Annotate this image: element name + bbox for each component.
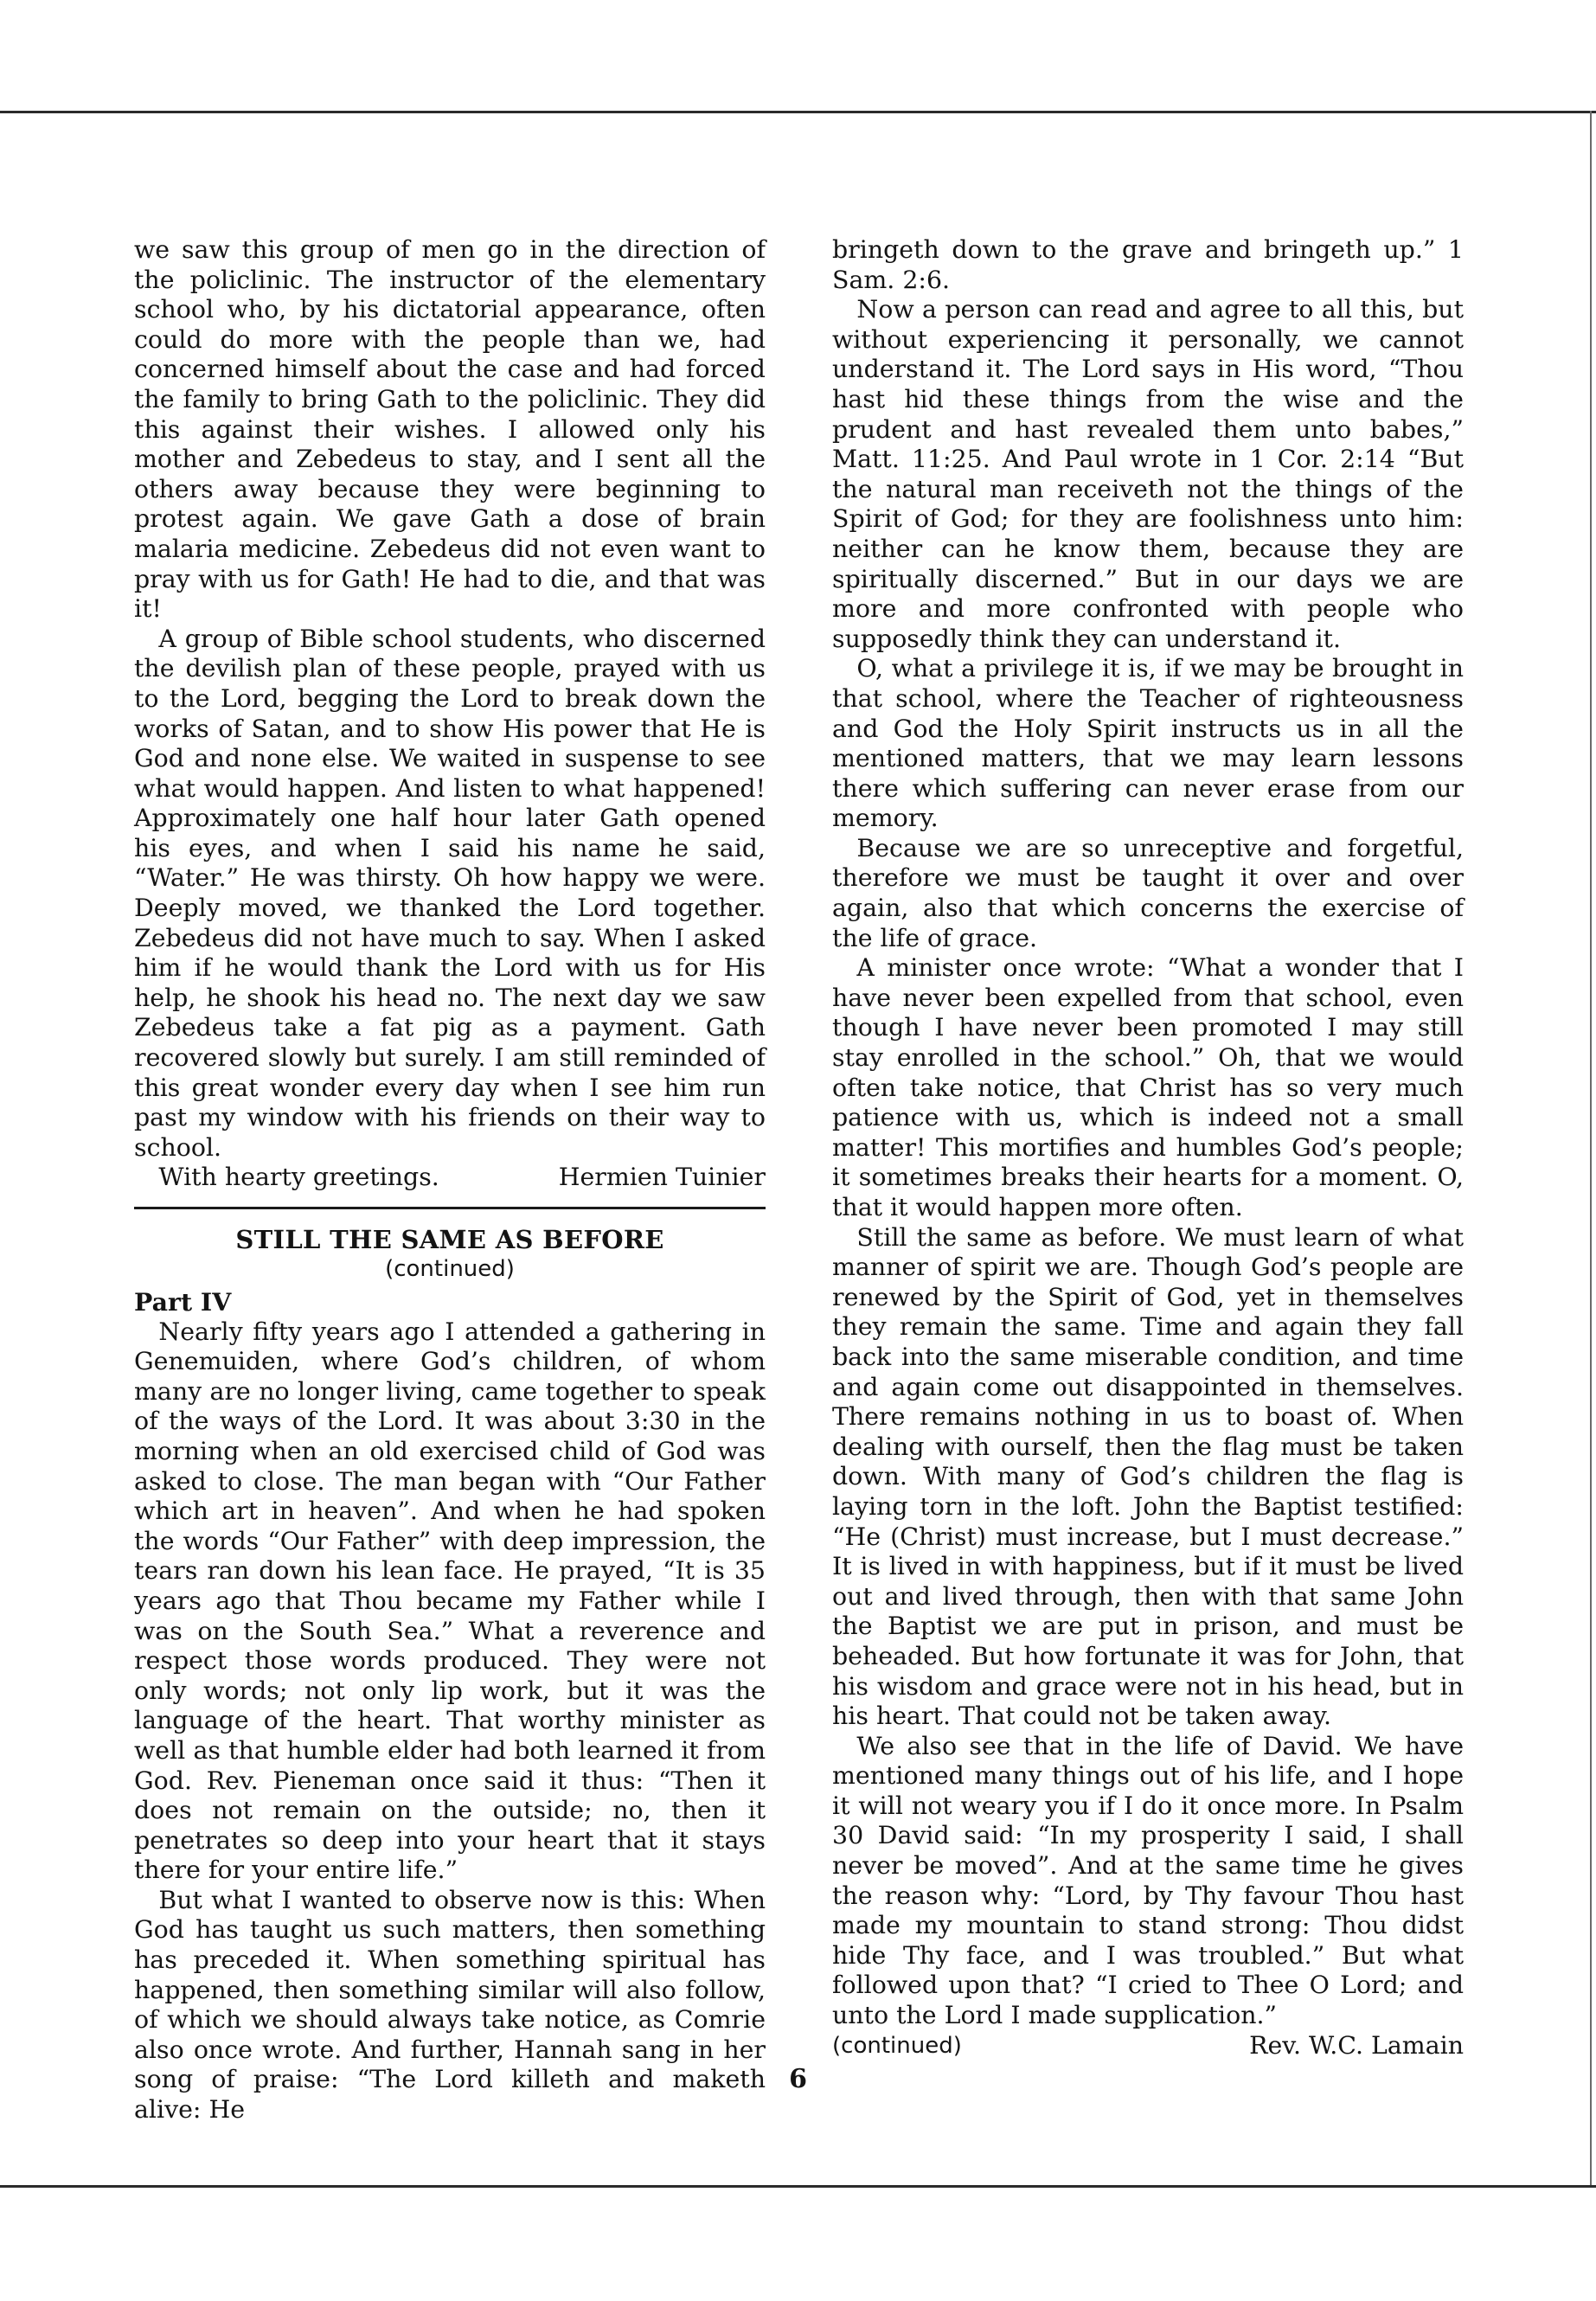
scan-edge-bottom — [0, 2185, 1596, 2188]
page-number: 6 — [789, 2064, 807, 2094]
right-column — [832, 235, 1464, 2061]
paragraph: we saw this group of men go in the direction of the policlinic. The instructor of the elementary school who, by his dictatorial appearance, often could do more with the people than we, had concerned himself about the case and had forced the family to bring Gath to the policlinic. They did this against their wishes. I allowed only his mother and Zebedeus to stay, and I sent all the others away because they were beginning to protest again. We gave Gath a dose of brain malaria medicine. Zebedeus did not even want to pray with us for Gath! He had to die, and that was it! — [134, 235, 766, 624]
author-name: Rev. W.C. Lamain — [1249, 2030, 1464, 2060]
paragraph: Still the same as before. We must learn of what manner of spirit we are. Though God’s people are renewed by the Spirit of God, yet in themselves they remain the same. Time and again they fall back into the same miserable condition, and time and again come out disappointed in themselves. There remains nothing in us to boast of. When dealing with ourself, then the flag must be taken down. With many of God’s children the flag is laying torn in the loft. John the Baptist testified: “He (Christ) must increase, but I must decrease.” It is lived in with happiness, but if it must be lived out and lived through, then with that same John the Baptist we are put in prison, and must be beheaded. But how fortunate it was for John, that his wisdom and grace were not in his head, but in his heart. That could not be taken away. — [832, 1222, 1464, 1731]
paragraph: But what I wanted to observe now is this: When God has taught us such matters, then something has preceded it. When something spiritual has happened, then something similar will also follow, of which we should always take notice, as Comrie also once wrote. And further, Hannah sang in her song of praise: “The Lord killeth and maketh alive: He — [134, 1885, 766, 2125]
part-label: Part IV — [134, 1287, 232, 1317]
scan-edge-top — [0, 111, 1596, 113]
paragraph: Now a person can read and agree to all this, but without experiencing it personally, we cannot understand it. The Lord says in His word, “Thou hast hid these things from the wise and the prudent and hast revealed them unto babes,” Matt. 11:25. And Paul wrote in 1 Cor. 2:14 “But the natural man receiveth not the things of the Spirit of God; for they are foolishness unto him: neither can he know them, because they are spiritually discerned.” But in our days we are more and more confronted with people who supposedly think they can understand it. — [832, 295, 1464, 653]
paragraph: A minister once wrote: “What a wonder that I have never been expelled from that school, even though I have never been promoted I may still stay enrolled in the school.” Oh, that we would often take notice, that Christ has so very much patience with us, which is indeed not a small matter! This mortifies and humbles God’s people; it sometimes breaks their hearts for a moment. O, that it would happen more often. — [832, 953, 1464, 1221]
article-signature — [832, 2031, 1464, 2061]
paragraph: Nearly fifty years ago I attended a gathering in Genemuiden, where God’s children, of whom many are no longer living, came together to speak of the ways of the Lord. It was about 3:30 in the morning when an old exercised child of God was asked to close. The man began with “Our Father which art in heaven”. And when he had spoken the words “Our Father” with deep impression, the tears ran down his lean face. He prayed, “It is 35 years ago that Thou became my Father while I was on the South Sea.” What a reverence and respect those words produced. They were not only words; not only lip work, but it was the language of the heart. That worthy minister as well as that humble elder had both learned it from God. Rev. Pieneman once said it thus: “Then it does not remain on the outside; no, then it penetrates so deep into your heart that it stays there for your entire life.” — [134, 1317, 766, 1885]
section-divider — [134, 1207, 766, 1209]
left-column — [134, 235, 766, 2125]
scan-edge-right — [1590, 111, 1592, 2187]
paragraph: A group of Bible school students, who discerned the devilish plan of these people, prayed with us to the Lord, begging the Lord to break down the works of Satan, and to show His power that He is God and none else. We waited in suspense to see what would happen. And listen to what happened! Approximately one half hour later Gath opened his eyes, and when I said his name he said, “Water.” He was thirsty. Oh how happy we were. Deeply moved, we thanked the Lord together. Zebedeus did not have much to say. When I asked him if he would thank the Lord with us for His help, he shook his head no. The next day we saw Zebedeus take a fat pig as a payment. Gath recovered slowly but surely. I am still reminded of this great wonder every day when I see him run past my window with his friends on their way to school. — [134, 624, 766, 1162]
article-subtitle: (continued) — [385, 1256, 515, 1282]
paragraph: bringeth down to the grave and bringeth up.” 1 Sam. 2:6. — [832, 235, 1464, 294]
continued-note: (continued) — [832, 2032, 962, 2059]
paragraph: Because we are so unreceptive and forgetful, therefore we must be taught it over and over again, also that which concerns the exercise of the life of grace. — [832, 833, 1464, 952]
paragraph: We also see that in the life of David. We have mentioned many things out of his life, and I hope it will not weary you if I do it once more. In Psalm 30 David said: “In my prosperity I said, I shall never be moved”. And at the same time he gives the reason why: “Lord, by Thy favour Thou hast made my mountain to stand strong: Thou didst hide Thy face, and I was troubled.” But what followed upon that? “I cried to Thee O Lord; and unto the Lord I made supplication.” — [832, 1731, 1464, 2030]
author-name: Hermien Tuinier — [558, 1163, 766, 1192]
article-title: STILL THE SAME AS BEFORE — [235, 1225, 664, 1254]
paragraph: O, what a privilege it is, if we may be brought in that school, where the Teacher of righteousness and God the Holy Spirit instructs us in all the mentioned matters, that we may learn lessons there which suffering can never erase from our memory. — [832, 654, 1464, 833]
greeting: With hearty greetings. — [158, 1163, 439, 1192]
letter-signature — [134, 1163, 766, 1193]
